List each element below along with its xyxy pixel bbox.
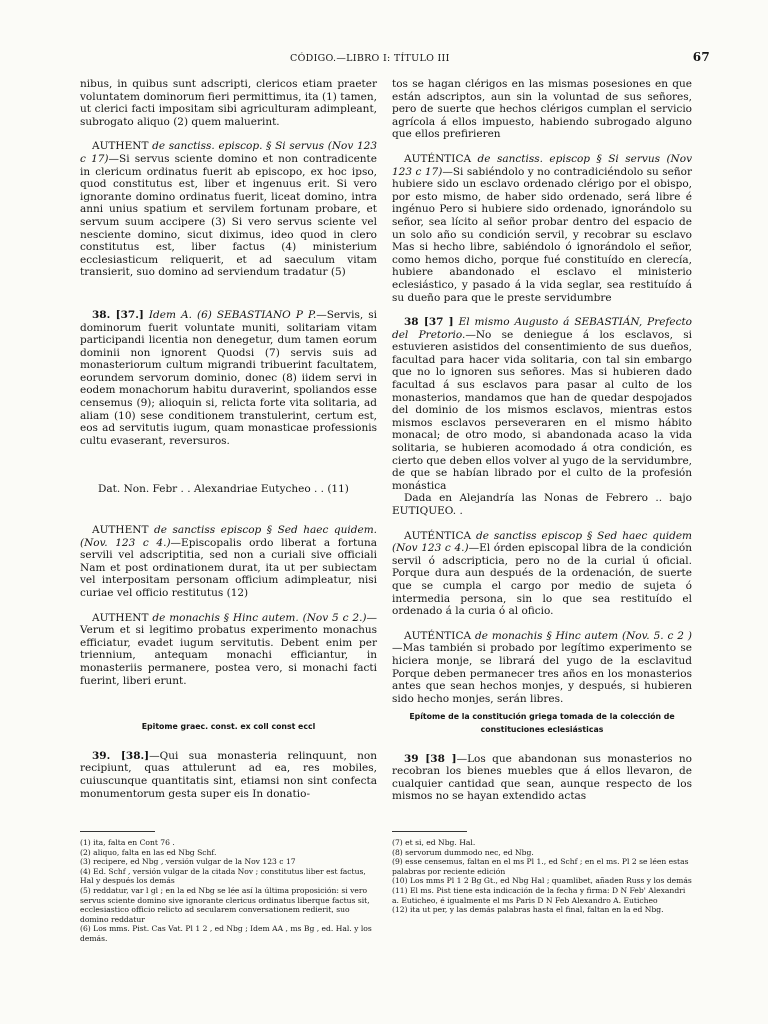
authentica-reference: de monachis § Hinc autem. (Nov 5 c 2.): [152, 611, 367, 624]
authentica-text: —Episcopalis ordo liberat a fortuna servili vel adscriptitia, sed non a curiali sive officiali Nam et post ordinationem durat, ita ut per subiectam vel interpositam personam officium adimpleatur, nisi curiae vel officio restitutus (12): [80, 536, 377, 599]
spanish-epitome-heading: Epítome de la constitución griega tomada de la colección de constituciones eclesiásticas: [409, 712, 675, 734]
constitution-text: —No se deniegue á los esclavos, si estuvieren asistidos del consentimiento de sus dueños, facultad para hacer vida solitaria, con tal sin embargo que no lo ignoren sus señores. Mas si hubieren dado facultad á sus esclavos para pasar al culto de los monasterios, mandamos que han de quedar despojados del dominio de los mismos esclavos, mientras estos mismos esclavos perseveraren en el mismo hábito monacal; de otro modo, si abandonada acaso la vida solitaria, se hubieren acomodado á otra condición, es cierto que deben ellos volver al yugo de la servidumbre, de que se habían librado por el culto de la profesión monástica: [392, 328, 692, 492]
footnote: (9) esse censemus, faltan en el ms Pl 1., ed Schf ; en el ms. Pl 2 se léen estas palabras por reciente edición: [392, 857, 689, 876]
constitution-text: —Los que abandonan sus monasterios no recobran los bienes muebles que á ellos llevaron, de cualquier cantidad que sean, aunque respecto de los mismos no se hayan extendido actas: [392, 752, 692, 803]
authentica-label: AUTHENT: [92, 524, 149, 537]
spanish-authentica-hinc-autem: [392, 630, 692, 706]
authentica-label: AUTÉNTICA: [404, 629, 472, 642]
latin-column: [80, 78, 377, 800]
spanish-column: [392, 78, 692, 803]
authentica-label: AUTÉNTICA: [404, 152, 472, 165]
footnote: (7) et si, ed Nbg. Hal.: [392, 838, 476, 847]
spanish-authentica-sed-haec: [392, 530, 692, 618]
authentica-text: —Si sabiéndolo y no contradiciéndolo su señor hubiere sido un esclavo ordenado clérigo por el obispo, por esto mismo, de haber sido ordenado, será libre é ingénuo Pero si hubiere sido ordenado, ignorándolo su señor, sea lícito al señor probar dentro del espacio de un solo año su condición servil, y recobrar su esclavo Mas si hecho libre, sabiéndolo ó ignorándolo el señor, como hemos dicho, porque fué constituído en clerecía, hubiere abandonado el esclavo el ministerio eclesiástico, y pasado á la vida seglar, sea restituído á su dueño para que le preste servidumbre: [392, 165, 692, 304]
latin-constitution-39: [80, 750, 377, 800]
constitution-number: 39. [38.]: [92, 749, 150, 762]
latin-dating-line: Dat. Non. Febr . . Alexandriae Eutycheo . . (11): [98, 483, 349, 496]
spanish-authentica-si-servus: [392, 153, 692, 304]
latin-constitution-38: [80, 309, 377, 448]
latin-authentica-hinc-autem: [80, 612, 377, 688]
footnote: (6) Los mms. Pist. Cas Vat. Pl 1 2 , ed Nbg ; Idem AA , ms Bg , ed. Hal. y los demás.: [80, 924, 372, 943]
page-number: 67: [692, 50, 710, 64]
authentica-text: —Si servus sciente domino et non contradicente in clericum ordinatus fuerit ab episcopo, ex hoc ipso, quod constitutus est, liber et ingenuus erit. Si vero ignorante domino ordinatus fuerit, liceat domino, intra anni unius spatium et servilem fortunam probare, et servum suum accipere (3) Si vero servus sciente vel nesciente domino, sicut diximus, ideo quod in clero constitutus est, liber factus (4) ministerium ecclesiasticum reliquerit, et ad saeculum vitam transierit, suo domino ad serviendum tradatur (5): [80, 152, 377, 279]
footnote-rule-right: [392, 831, 467, 832]
footnote: (8) servorum dummodo nec, ed Nbg.: [392, 847, 534, 857]
footnote: (4) Ed. Schf , versión vulgar de la citada Nov ; constitutus liber est factus, Hal y después los demás: [80, 866, 366, 886]
latin-epitome-heading: Epitome graec. const. ex coll const eccl: [141, 722, 316, 732]
spanish-paragraph-continuation: tos se hagan clérigos en las mismas posesiones en que están adscriptos, aun sin la voluntad de sus señores, pero de suerte que hechos clérigos cumplan el servicio agrícola á ellos impuesto, habiendo subrogado alguno que ellos prefirieren: [392, 78, 692, 141]
footnote: (12) ita ut per, y las demás palabras hasta el final, faltan en la ed Nbg.: [392, 905, 664, 915]
footnote-rule-left: [80, 831, 155, 832]
authentica-reference: de sanctiss. episcop § Si servus (Nov 123 c 17): [392, 152, 692, 178]
authentica-text: —El órden episcopal libra de la condición servil ó adscripticia, pero no de la curial ú oficial. Porque dura aun después de la ordenación, de suerte que se cumpla el cargo por medio de sujeta ó intermedia persona, sin lo que sea restituído el ordenado á la curia ó al oficio.: [392, 542, 692, 618]
spanish-constitution-39: [392, 753, 692, 803]
constitution-number: 38 [37 ]: [404, 316, 454, 329]
footnote: (11) El ms. Pist tiene esta indicación de la fecha y firma: D N Feb' Alexandri a. Euticheo, é igualmente el ms Paris D N Feb Alexandro A. Euticheo: [392, 885, 686, 905]
authentica-text: —Verum et si legitimo probatus experimento monachus efficiatur, evadet iugum servitutis. Debent enim per triennium, antequam monachi efficiantur, in monasteriis permanere, postea vero, si monachi facti fuerint, liberi erunt.: [80, 611, 378, 687]
footnote: (10) Los mms Pl 1 2 Bg Gt., ed Nbg Hal ; quamlibet, añaden Russ y los demás: [392, 876, 692, 886]
authentica-reference: de sanctiss. episcop. § Si servus (Nov 123 c 17): [80, 140, 377, 165]
spanish-constitution-38: [392, 316, 692, 492]
authentica-label: AUTÉNTICA: [404, 529, 472, 542]
footnotes-right: [392, 838, 692, 915]
footnotes-left: [80, 838, 377, 944]
latin-authentica-si-servus: [80, 140, 377, 279]
spanish-dating-line: Dada en Alejandría las Nonas de Febrero .. bajo EUTIQUEO. .: [392, 492, 692, 517]
authentica-label: AUTHENT: [92, 611, 149, 624]
latin-paragraph-continuation: nibus, in quibus sunt adscripti, clericos etiam praeter voluntatem dominorum fieri permittimus, ita (1) tamen, ut clerici facti impositam sibi agriculturam adimpleant, subrogato aliquo (2) quem maluerint.: [80, 78, 377, 128]
constitution-number: 39 [38 ]: [404, 752, 457, 765]
constitution-reference: Idem A. (6) SEBASTIANO P P.: [148, 308, 317, 321]
footnote: (5) reddatur, var l gl ; en la ed Nbg se lée así la última proposición: si vero servus sciente domino sive ignorante clericus ordinatus liberque factus sit, ecclesiastico officio relicto ad secularem conversationem redierit, suo domino reddatur: [80, 885, 370, 924]
authentica-label: AUTHENT: [92, 140, 149, 153]
authentica-reference: de sanctiss episcop § Sed haec quidem (Nov 123 c 4.): [392, 529, 692, 555]
latin-authentica-sed-haec: [80, 524, 377, 600]
constitution-text: —Servis, si dominorum fuerit voluntate muniti, solitariam vitam participandi licentia non denegetur, dum tamen eorum dominii non ignorent Quodsi (7) servis suis ad monasteriorum cultum migrandi tribuerint facultatem, eorundem servorum dominio, donec (8) iidem servi in eodem monachorum habitu duraverint, spoliandos esse censemus (9); alioquin si, relicta forte vita solitaria, ad aliam (10) sese conditionem transtulerint, certum est, eos ad servitutis iugum, quam monasticae professionis cultu evaserant, reversuros.: [80, 308, 377, 447]
footnote: (3) recipere, ed Nbg , versión vulgar de la Nov 123 c 17: [80, 857, 296, 867]
footnote: (2) aliquo, falta en las ed Nbg Schf.: [80, 847, 217, 857]
footnote: (1) ita, falta en Cont 76 .: [80, 838, 175, 847]
constitution-reference: El mismo Augusto á SEBASTIÁN, Prefecto del Pretorio.: [392, 316, 693, 341]
authentica-text: —Mas también si probado por legítimo experimento se hiciera monje, se librará del yugo de la esclavitud Porque deben permanecer tres años en los monasterios antes que sean hechos monjes, y después, si hubieren sido hecho monjes, serán libres.: [392, 642, 692, 705]
running-title: CÓDIGO.—LIBRO I: TÍTULO III: [290, 53, 450, 64]
authentica-reference: de sanctiss episcop § Sed haec quidem. (Nov. 123 c 4.): [80, 524, 377, 549]
constitution-text: —Qui sua monasteria relinquunt, non recipiunt, quas attulerunt ad ea, res mobiles, cuiuscunque quantitatis sint, etiamsi non sint confecta monumentorum gesta super eis In donatio-: [80, 749, 377, 800]
authentica-reference: de monachis § Hinc autem (Nov. 5. c 2 ): [474, 629, 692, 642]
constitution-number: 38. [37.]: [92, 308, 144, 321]
